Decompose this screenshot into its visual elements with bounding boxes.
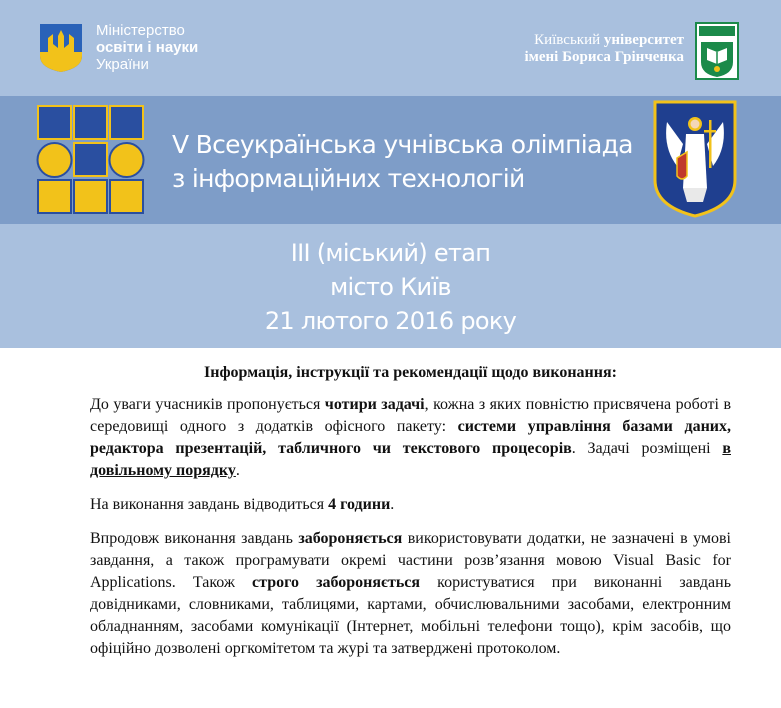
stage-line2: місто Київ	[330, 273, 451, 301]
p3-text3: користуватися при виконанні завдань довідниками, словниками, таблицями, картами, обчислювальними засобами, електронним обладнанням, засобами комунікації (Інтернет, мобільні телефони тощо), крім засобів, що офіційно дозволені оргкомітетом та журі та затверджені протоколом.	[90, 574, 731, 657]
paragraph-time	[90, 494, 731, 516]
p1-bold1: чотири задачі	[324, 396, 425, 413]
ministry-line3: України	[96, 56, 149, 73]
olympiad-title-line2: з інформаційних технологій	[172, 164, 525, 193]
p1-text2: , кожна з яких повністю присвячена роботі в середовищі одного з додатків офісного пакету:	[90, 396, 732, 435]
paragraph-tasks	[90, 394, 731, 482]
p3-bold1: забороняється	[298, 530, 403, 547]
university-line2: імені Бориса Грінченка	[524, 49, 684, 65]
p1-underlined: в довільному порядку	[90, 440, 731, 479]
p2-text1: На виконання завдань відводиться	[90, 496, 329, 513]
ministry-trident-icon	[38, 22, 84, 74]
olympiad-title	[172, 128, 633, 196]
p2-bold1: 4 години	[328, 496, 391, 513]
olympiad-logo-icon	[36, 104, 146, 216]
stage-line1: ІІІ (міський) етап	[290, 239, 491, 267]
ministry-line2: освіти і науки	[96, 39, 199, 56]
p1-bold2: системи управління базами даних, редактора презентацій, табличного чи текстового процесорів	[90, 418, 732, 457]
ministry-name	[96, 22, 198, 73]
p1-text3: . Задачі розміщені	[571, 440, 723, 457]
ministry-line1: Міністерство	[96, 22, 185, 39]
university-line1-prefix: Київський	[534, 32, 601, 48]
university-line1-bold: університет	[603, 32, 684, 48]
p1-text1: До уваги учасників пропонується	[90, 396, 325, 413]
paragraph-restrictions	[90, 528, 731, 660]
content	[90, 362, 731, 672]
olympiad-title-line1: V Всеукраїнська учнівська олімпіада	[172, 130, 633, 159]
stage-line3: 21 лютого 2016 року	[264, 307, 517, 335]
university-emblem-icon	[695, 22, 739, 80]
instructions-heading: Інформація, інструкції та рекомендації щодо виконання:	[204, 364, 617, 381]
p3-bold2: строго забороняється	[252, 574, 421, 591]
stage-info	[0, 236, 781, 338]
p3-text2: використовувати додатки, не зазначені в умові завдання, а також програмувати окремі частини розв’язання мовою Visual Basic for Applications. Також	[90, 530, 731, 591]
p2-text2: .	[390, 496, 395, 513]
kyiv-coat-of-arms-icon	[653, 100, 737, 218]
p1-text4: .	[235, 462, 240, 479]
university-name	[524, 32, 684, 66]
p3-text1: Впродовж виконання завдань	[90, 530, 299, 547]
